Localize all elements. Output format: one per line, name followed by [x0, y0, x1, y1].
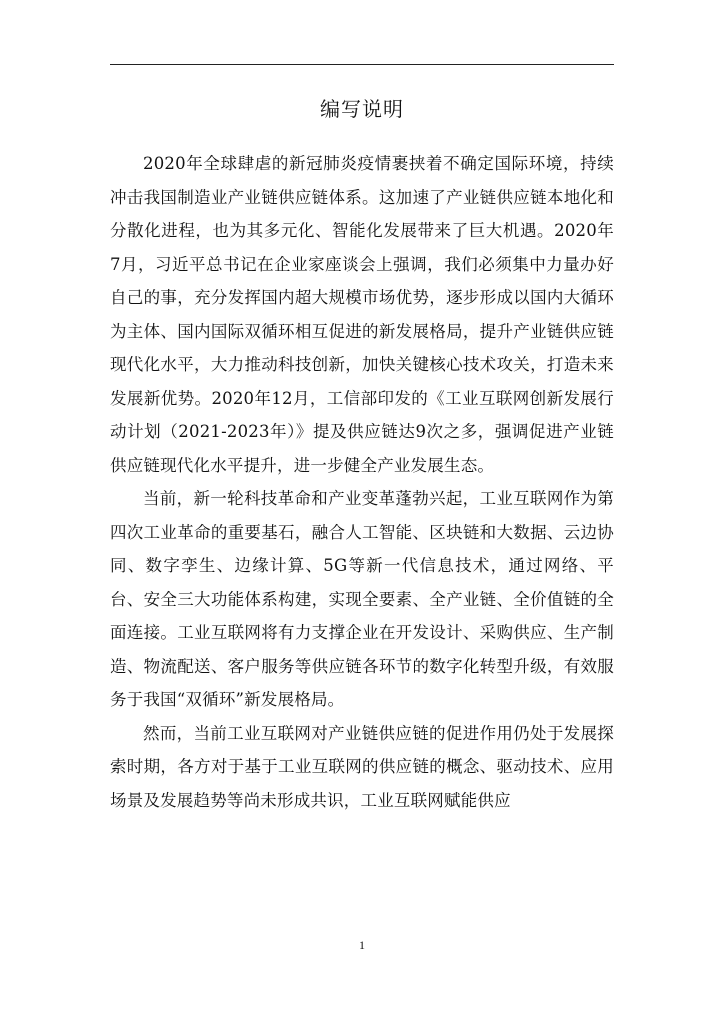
document-body [110, 147, 614, 817]
paragraph-2: 当前，新一轮科技革命和产业变革蓬勃兴起，工业互联网作为第四次工业革命的重要基石，融合人工智能、区块链和大数据、云边协同、数字孪生、边缘计算、5G等新一代信息技术，通过网络、平台、安全三大功能体系构建，实现全要素、全产业链、全价值链的全面连接。工业互联网将有力支撑企业在开发设计、采购供应、生产制造、物流配送、客户服务等供应链各环节的数字化转型升级，有效服务于我国“双循环”新发展格局。 [110, 489, 614, 709]
header-rule [110, 64, 614, 65]
page-number: 1 [359, 938, 365, 952]
paragraph-1: 2020年全球肆虐的新冠肺炎疫情裹挟着不确定国际环境，持续冲击我国制造业产业链供应链体系。这加速了产业链供应链本地化和分散化进程，也为其多元化、智能化发展带来了巨大机遇。2020年7月，习近平总书记在企业家座谈会上强调，我们必须集中力量办好自己的事，充分发挥国内超大规模市场优势，逐步形成以国内大循环为主体、国内国际双循环相互促进的新发展格局，提升产业链供应链现代化水平，大力推动科技创新，加快关键核心技术攻关，打造未来发展新优势。2020年12月，工信部印发的《工业互联网创新发展行动计划（2021-2023年）》提及供应链达9次之多，强调促进产业链供应链现代化水平提升，进一步健全产业发展生态。 [110, 154, 614, 475]
page-title: 编写说明 [320, 97, 404, 121]
paragraph-3: 然而，当前工业互联网对产业链供应链的促进作用仍处于发展探索时期，各方对于基于工业互联网的供应链的概念、驱动技术、应用场景及发展趋势等尚未形成共识，工业互联网赋能供应 [110, 723, 614, 810]
